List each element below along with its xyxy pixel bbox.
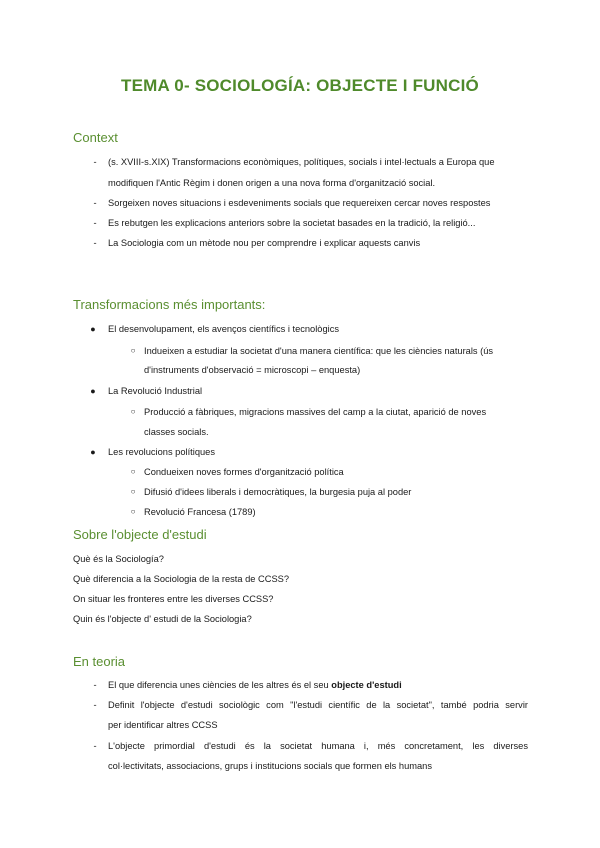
- dash-bullet: -: [93, 198, 97, 208]
- circle-bullet: ○: [130, 346, 136, 355]
- dash-bullet: -: [93, 238, 97, 248]
- circle-bullet: ○: [130, 467, 136, 476]
- dash-bullet: -: [93, 218, 97, 228]
- teoria-item-3-line-1: L'objecte primordial d'estudi és la societat humana i, més concretament, les diverses: [108, 741, 528, 751]
- transf-subitem-1-cont: d'instruments d'observació = microscopi – enquesta): [144, 365, 361, 375]
- context-item-1: (s. XVIII-s.XIX) Transformacions econòmiques, polítiques, socials i intel·lectuals a Europa que: [108, 157, 495, 167]
- question-1: Què és la Sociología?: [73, 554, 164, 564]
- dot-bullet: ●: [90, 324, 96, 334]
- question-4: Quin és l'objecte d' estudi de la Sociologia?: [73, 614, 252, 624]
- transf-item-1: El desenvolupament, els avenços científics i tecnològics: [108, 324, 339, 334]
- circle-bullet: ○: [130, 507, 136, 516]
- heading-en-teoria: En teoria: [73, 654, 126, 669]
- teoria-item-2-line-1: Definit l'objecte d'estudi sociològic com "l'estudi científic de la societat", també podria servir: [108, 700, 528, 710]
- circle-bullet: ○: [130, 487, 136, 496]
- question-2: Què diferencia a la Sociologia de la resta de CCSS?: [73, 574, 290, 584]
- teoria-item-3: [108, 736, 528, 776]
- context-item-3: Es rebutgen les explicacions anteriors sobre la societat basades en la tradició, la religió...: [108, 218, 476, 228]
- dot-bullet: ●: [90, 386, 96, 396]
- context-item-2: Sorgeixen noves situacions i esdeveniments socials que requereixen cercar noves respostes: [108, 198, 491, 208]
- dash-bullet: -: [93, 157, 97, 167]
- transf-item-2: La Revolució Industrial: [108, 386, 203, 396]
- teoria-item-2: [108, 695, 528, 735]
- teoria-item-2-line-2: per identificar altres CCSS: [108, 720, 218, 730]
- heading-sobre-objecte: Sobre l'objecte d'estudi: [73, 527, 207, 542]
- heading-transformacions: Transformacions més importants:: [73, 297, 266, 312]
- teoria-item-1-bold: objecte d'estudi: [331, 680, 402, 690]
- context-item-4: La Sociologia com un mètode nou per comprendre i explicar aquests canvis: [108, 238, 421, 248]
- dash-bullet: -: [93, 741, 97, 751]
- dot-bullet: ●: [90, 447, 96, 457]
- transf-subitem-3: Condueixen noves formes d'organització política: [144, 467, 344, 477]
- context-item-1-cont: modifiquen l'Antic Règim i donen origen a una nova forma d'organització social.: [108, 178, 436, 188]
- heading-context: Context: [73, 130, 118, 145]
- transf-subitem-1: Indueixen a estudiar la societat d'una manera científica: que les ciències naturals (ús: [144, 346, 494, 356]
- transf-subitem-5: Revolució Francesa (1789): [144, 507, 256, 517]
- circle-bullet: ○: [130, 407, 136, 416]
- transf-subitem-2: Producció a fàbriques, migracions massives del camp a la ciutat, aparició de noves: [144, 407, 487, 417]
- teoria-item-1: [108, 679, 402, 691]
- teoria-item-3-line-2: col·lectivitats, associacions, grups i institucions socials que formen els humans: [108, 761, 432, 771]
- question-3: On situar les fronteres entre les diverses CCSS?: [73, 594, 274, 604]
- transf-subitem-2-cont: classes socials.: [144, 427, 209, 437]
- teoria-item-1-text: El que diferencia unes ciències de les altres és el seu: [108, 680, 332, 690]
- dash-bullet: -: [93, 680, 97, 690]
- transf-item-3: Les revolucions polítiques: [108, 447, 215, 457]
- dash-bullet: -: [93, 700, 97, 710]
- document-title: TEMA 0- SOCIOLOGÍA: OBJECTE I FUNCIÓ: [121, 76, 479, 95]
- transf-subitem-4: Difusió d'idees liberals i democràtiques, la burgesia puja al poder: [144, 487, 412, 497]
